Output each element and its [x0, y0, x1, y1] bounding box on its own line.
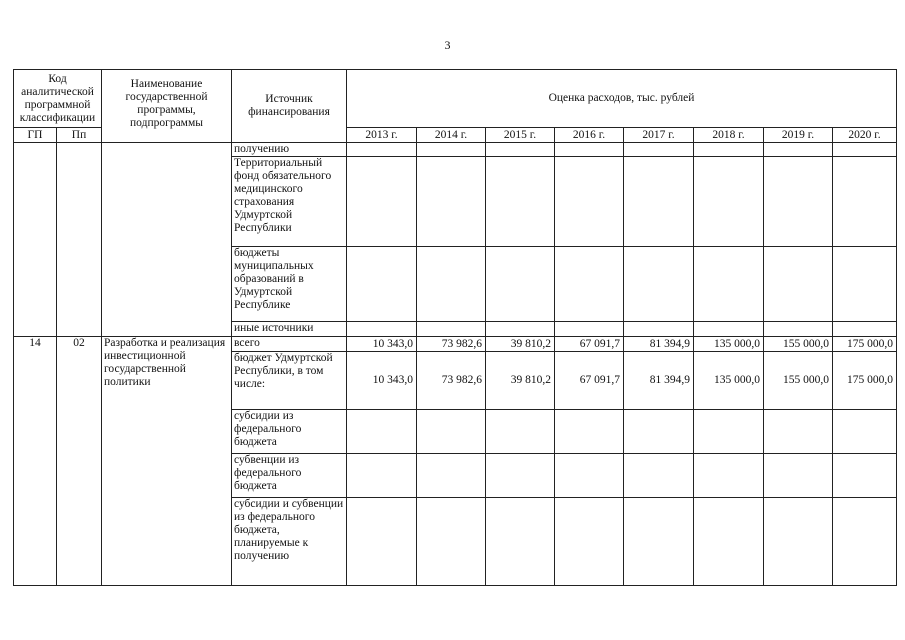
value-cell: 39 810,2: [486, 352, 555, 410]
year-header: 2017 г.: [624, 128, 694, 143]
code-group-header: Код аналитической программной классификации: [14, 70, 102, 128]
name-header: Наименование государственной программы, подпрограммы: [102, 70, 232, 143]
pp-cell: 02: [57, 337, 102, 586]
year-header: 2013 г.: [347, 128, 417, 143]
name-cell: [102, 143, 232, 337]
year-header: 2018 г.: [694, 128, 764, 143]
source-cell: субвенции из федерального бюджета: [232, 454, 347, 498]
value-cell: 81 394,9: [624, 337, 694, 352]
source-header: Источник финансирования: [232, 70, 347, 143]
value-cell: 39 810,2: [486, 337, 555, 352]
table-row: [14, 337, 897, 352]
year-header: 2016 г.: [555, 128, 624, 143]
value-cell: 175 000,0: [833, 352, 897, 410]
budget-table: [13, 69, 897, 586]
year-header: 2019 г.: [764, 128, 833, 143]
value-cell: 135 000,0: [694, 352, 764, 410]
year-header: 2015 г.: [486, 128, 555, 143]
value-cell: 67 091,7: [555, 352, 624, 410]
source-cell: иные источники: [232, 322, 347, 337]
estimate-header: Оценка расходов, тыс. рублей: [347, 70, 897, 128]
value-cell: 155 000,0: [764, 337, 833, 352]
pp-header: Пп: [57, 128, 102, 143]
year-header: 2014 г.: [417, 128, 486, 143]
pp-cell: [57, 143, 102, 337]
value-cell: 73 982,6: [417, 352, 486, 410]
value-cell: 175 000,0: [833, 337, 897, 352]
gp-header: ГП: [14, 128, 57, 143]
value-cell: 81 394,9: [624, 352, 694, 410]
source-cell: субсидии и субвенции из федерального бюджета, планируемые к получению: [232, 498, 347, 586]
gp-cell: 14: [14, 337, 57, 586]
source-cell: получению: [232, 143, 347, 157]
value-cell: 135 000,0: [694, 337, 764, 352]
page-number: 3: [444, 38, 451, 52]
header-row: [14, 70, 897, 128]
value-cell: 155 000,0: [764, 352, 833, 410]
source-cell: бюджеты муниципальных образований в Удмуртской Республике: [232, 247, 347, 322]
source-cell: всего: [232, 337, 347, 352]
gp-cell: [14, 143, 57, 337]
source-cell: бюджет Удмуртской Республики, в том числе:: [232, 352, 347, 410]
year-header: 2020 г.: [833, 128, 897, 143]
subprogram-name: Разработка и реализация инвестиционной государственной политики: [102, 337, 232, 586]
source-cell: Территориальный фонд обязательного медицинского страхования Удмуртской Республики: [232, 157, 347, 247]
value-cell: 67 091,7: [555, 337, 624, 352]
table-row: [14, 143, 897, 157]
value-cell: 10 343,0: [347, 337, 417, 352]
source-cell: субсидии из федерального бюджета: [232, 410, 347, 454]
value-cell: 73 982,6: [417, 337, 486, 352]
value-cell: 10 343,0: [347, 352, 417, 410]
